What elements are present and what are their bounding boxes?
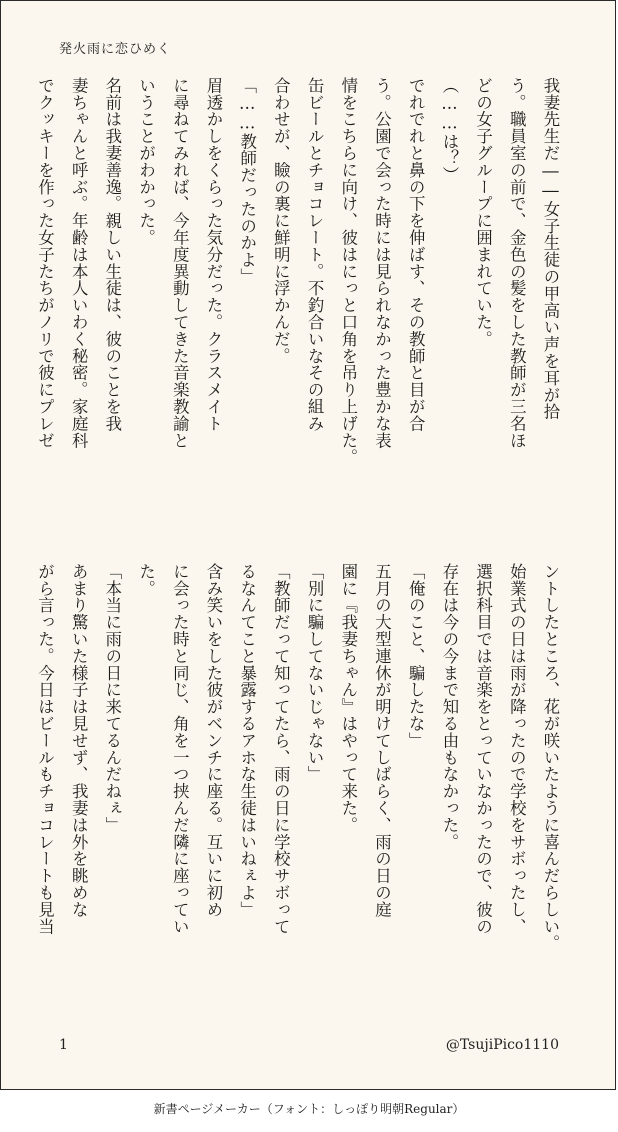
text-line: がら言った。今日はビールもチョコレートも見当 <box>35 563 55 935</box>
text-line: 園に『我妻ちゃん』はやって来た。 <box>338 563 358 834</box>
text-line: 妻ちゃんと呼ぶ。年齢は本人いわく秘密。家庭科 <box>69 77 89 449</box>
text-line: いうことがわかった。 <box>136 77 156 246</box>
text-line: 五月の大型連休が明けてしばらく、雨の日の庭 <box>372 563 392 918</box>
text-line: でれでれと鼻の下を伸ばす、その教師と目が合 <box>406 77 426 432</box>
text-line: 選択科目では音楽をとっていなかったので、彼の <box>473 563 493 935</box>
generator-credit: 新書ページメーカー（フォント：しっぽり明朝Regular） <box>153 1102 465 1116</box>
text-line: 我妻先生だ――女子生徒の甲高い声を耳が拾 <box>541 77 560 421</box>
text-line: あまり驚いた様子は見せず、我妻は外を眺めな <box>69 563 89 918</box>
text-line: （……は？） <box>439 77 459 184</box>
text-line: どの女子グループに囲まれていた。 <box>473 77 493 348</box>
text-line: ントしたところ、花が咲いたように喜んだらしい。 <box>541 563 560 952</box>
text-line: 名前は我妻善逸。親しい生徒は、彼のことを我 <box>102 77 122 432</box>
text-line: う。公園で会った時には見られなかった豊かな表 <box>372 77 392 449</box>
text-line: 「……教師だったのかよ」 <box>237 77 257 285</box>
text-line: るなんてこと暴露するアホな生徒はいねぇよ」 <box>237 563 257 918</box>
text-line: 「本当に雨の日に来てるんだねぇ」 <box>102 563 122 834</box>
text-block-bottom <box>35 563 567 1009</box>
text-line: 情をこちらに向け、彼はにっと口角を吊り上げた。 <box>338 77 358 466</box>
text-line: に会った時と同じ、角を一つ挟んだ隣に座ってい <box>170 563 190 935</box>
text-line: 含み笑いをした彼がベンチに座る。互いに初め <box>203 563 223 918</box>
text-line: 合わせが、瞼の裏に鮮明に浮かんだ。 <box>271 77 291 365</box>
text-line: う。職員室の前で、金色の髪をした教師が三名ほ <box>507 77 527 449</box>
book-title: 発火雨に恋ひめく <box>59 42 172 57</box>
text-line: 「俺のこと、騙したな」 <box>406 563 426 749</box>
text-line: でクッキーを作った女子たちがノリで彼にプレゼ <box>35 77 55 449</box>
text-line: 「別に騙してないじゃない」 <box>305 563 325 783</box>
text-line: た。 <box>136 563 156 597</box>
text-block-top <box>35 77 567 523</box>
text-line: 始業式の日は雨が降ったので学校をサボったし、 <box>507 563 527 935</box>
text-line: 眉透かしをくらった気分だった。クラスメイト <box>203 77 223 432</box>
text-line: 缶ビールとチョコレート。不釣合いなその組み <box>305 77 325 432</box>
text-line: 存在は今の今まで知る由もなかった。 <box>439 563 459 851</box>
author-handle: @TsujiPico1110 <box>445 1037 559 1053</box>
text-line: 「教師だって知ってたら、雨の日に学校サボって <box>271 563 291 935</box>
page-number: 1 <box>59 1037 68 1053</box>
text-line: に尋ねてみれば、今年度異動してきた音楽教諭と <box>170 77 190 449</box>
